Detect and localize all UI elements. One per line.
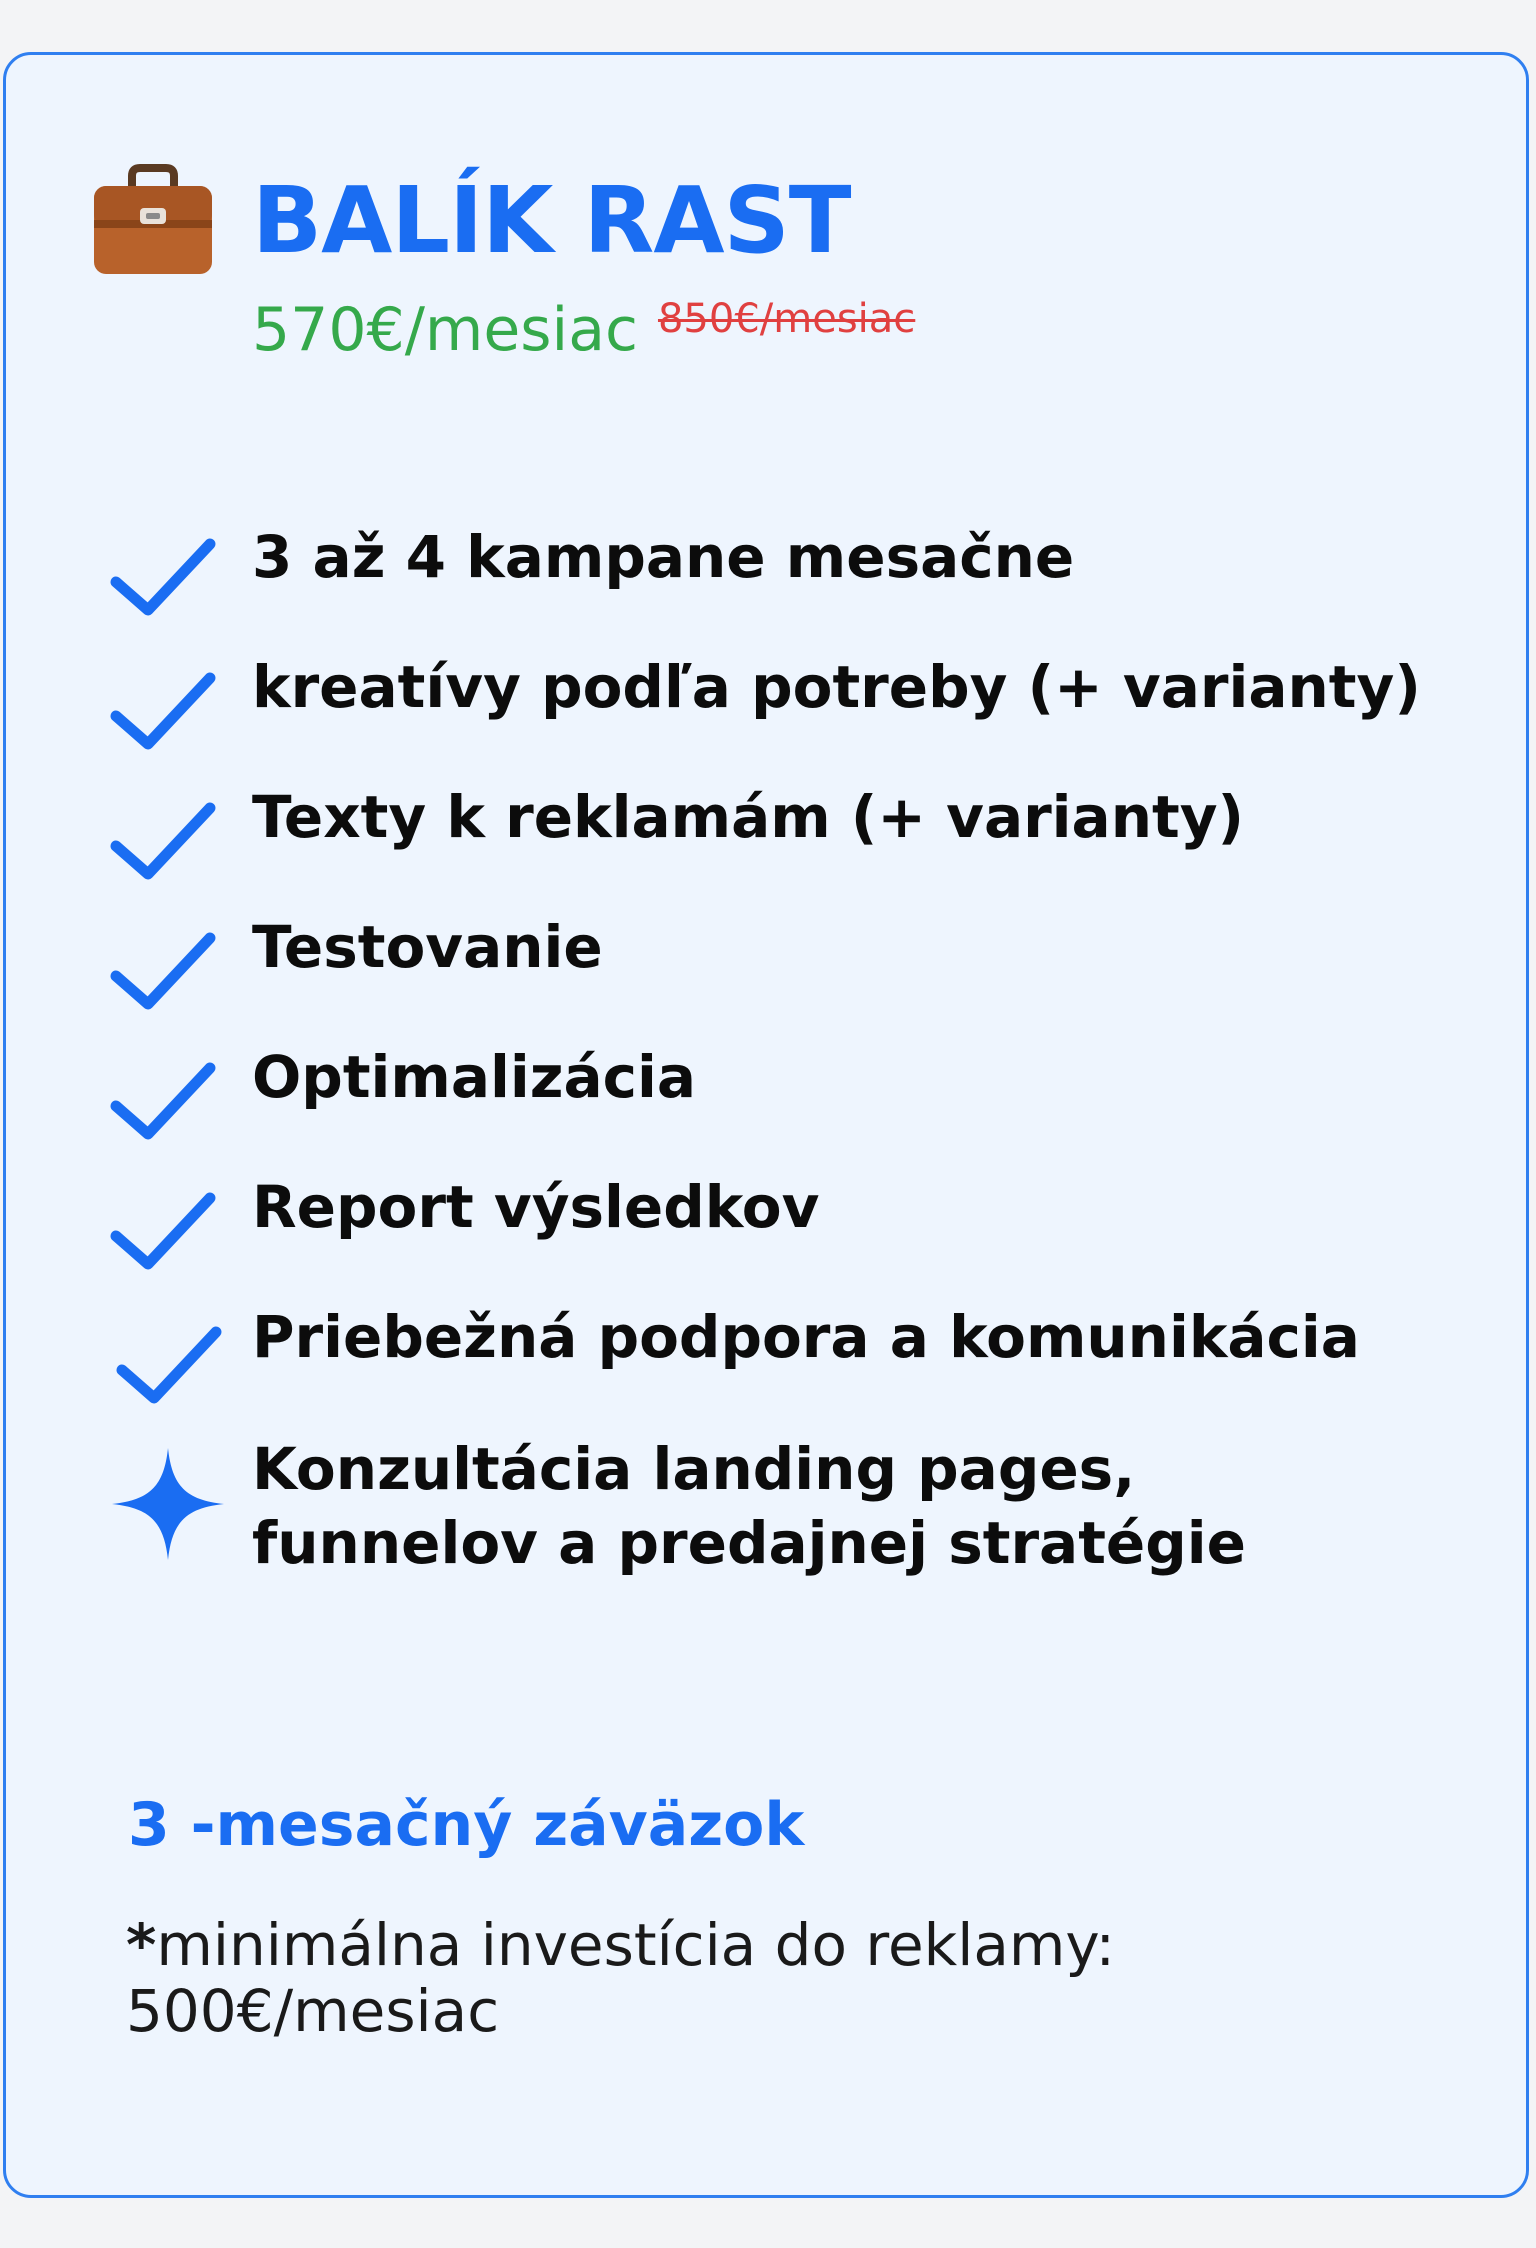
bonus-label (252, 1432, 1246, 1580)
check-icon (116, 1318, 226, 1408)
investment-note (126, 1912, 1115, 2044)
feature-item (0, 1300, 1526, 1420)
check-icon (110, 664, 220, 754)
bonus-label-line2: funnelov a predajnej stratégie (252, 1509, 1246, 1577)
original-price: 850€/mesiac (657, 296, 916, 342)
sparkle-icon (112, 1448, 224, 1560)
current-price: 570€/mesiac (252, 295, 638, 365)
note-asterisk: * (126, 1911, 157, 1979)
feature-label: kreatívy podľa potreby (+ varianty) (252, 653, 1421, 721)
feature-item (0, 780, 1526, 900)
feature-label: Report výsledkov (252, 1173, 820, 1241)
note-line1: minimálna investícia do reklamy: (156, 1911, 1116, 1979)
check-icon (110, 924, 220, 1014)
feature-item (0, 910, 1526, 1030)
check-icon (110, 1184, 220, 1274)
feature-item (0, 650, 1526, 770)
commitment-label: 3 -mesačný záväzok (128, 1790, 805, 1860)
briefcase-icon (92, 158, 214, 280)
note-line2: 500€/mesiac (126, 1977, 500, 2045)
feature-item (0, 520, 1526, 640)
price-row (252, 295, 916, 365)
package-title: BALÍK RAST (252, 167, 851, 274)
feature-label: Testovanie (252, 913, 603, 981)
bonus-label-line1: Konzultácia landing pages, (252, 1435, 1136, 1503)
feature-label: 3 až 4 kampane mesačne (252, 523, 1075, 591)
feature-label: Optimalizácia (252, 1043, 697, 1111)
check-icon (110, 1054, 220, 1144)
check-icon (110, 530, 220, 620)
check-icon (110, 794, 220, 884)
feature-label: Priebežná podpora a komunikácia (252, 1303, 1360, 1371)
feature-item (0, 1040, 1526, 1160)
feature-label: Texty k reklamám (+ varianty) (252, 783, 1245, 851)
feature-item (0, 1170, 1526, 1290)
